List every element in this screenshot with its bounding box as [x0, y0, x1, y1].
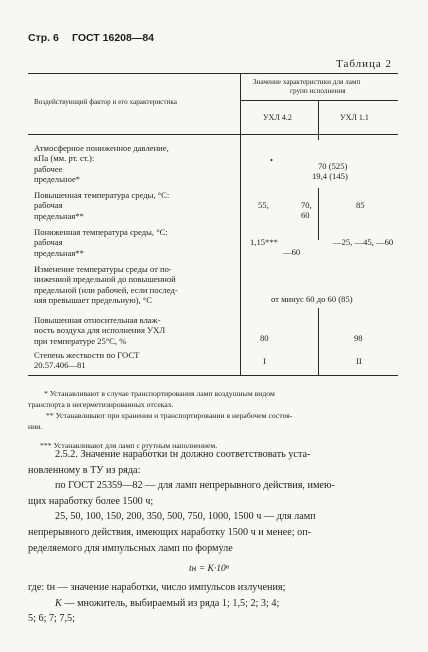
table-caption: Таблица 2 [336, 58, 393, 70]
footnotes: * Устанавливают в случае транспортирования ламп воздушным видом транспорта в негерметизированных отсеках. ** Устанавливают при хранении и транспортировании в нерабочем состоя- нии. *** Устанавливают для ламп с ртутным наполнением. [28, 389, 293, 450]
multiplier-line: — множитель, выбираемый из ряда 1; 1,5; 2; 3; 4; [64, 597, 280, 609]
row-lowtemp-uhl11: —25, —45, —60 [333, 237, 394, 247]
page-number: Стр. 6 [28, 32, 59, 44]
uhl42-header: УХЛ 4.2 [263, 113, 292, 122]
factor-column-header: Воздействующий фактор и его характеристика [34, 98, 177, 106]
para-definitions: где: tн — значение наработки, число импульсов излучения; K — множитель, выбираемый из ряда 1; 1,5; 2; 3; 4; 5; 6; 7; 7,5; [28, 582, 286, 625]
col-divider-2 [318, 100, 319, 140]
row-hightemp-uhl42-a: 55, [258, 200, 269, 210]
uhl11-header: УХЛ 1.1 [340, 113, 369, 122]
row-hightemp-uhl11: 85 [356, 200, 365, 210]
values-header-line1: Значение характеристики для ламп [253, 78, 361, 86]
table-top-rule [28, 73, 398, 74]
row-pressure-working: 70 (525) [318, 161, 348, 171]
row-humidity-uhl42: 80 [260, 333, 269, 343]
row-hightemp-factor: Повышенная температура среды, °С: рабочая предельная** [34, 190, 170, 221]
k-symbol: K [55, 597, 62, 609]
row-humidity-uhl11: 98 [354, 333, 363, 343]
col-divider-2c [318, 308, 319, 375]
row-tempchange-factor: Изменение температуры среды от по- ниженной предельной до повышенной предельной (или рабочей, если послед- няя превышает предельную), °С [34, 264, 178, 306]
row-pressure-dot: • [270, 155, 274, 165]
header-bottom-rule [28, 134, 398, 135]
row-pressure-limit: 19,4 (145) [312, 171, 348, 181]
row-severity-factor: Степень жесткости по ГОСТ 20.57.406—81 [34, 350, 140, 371]
para-2-5-2: 2.5.2. Значение наработки tн должно соответствовать уста- новленному в ТУ из ряда: по ГОСТ 25359—82 — для ламп непрерывного действия, имею- щих наработку более 1500 ч; 25, 50, 100, 150, 200, 350, 500, 750, 1000, 1500 ч — для ламп непрерывного действия, имеющих наработку 1500 ч и менее; оп- ределяемого для импульсных ламп по формуле [28, 449, 335, 554]
col-divider-1 [240, 73, 241, 375]
row-lowtemp-factor: Пониженная температура среды, °С: рабочая предельная** [34, 227, 168, 258]
row-hightemp-uhl42-b: 70, [301, 200, 312, 210]
values-header-rule [241, 100, 398, 101]
table-bottom-rule [28, 375, 398, 376]
row-pressure-factor: Атмосферное пониженное давление, кПа (мм. рт. ст.): рабочее предельное* [34, 143, 169, 185]
row-severity-uhl42: I [263, 356, 266, 366]
row-tempchange-value: от минус 60 до 60 (85) [271, 294, 353, 304]
row-humidity-factor: Повышенная относительная влаж- ность воздуха для исполнения УХЛ при температуре 25°С, % [34, 315, 166, 346]
col-divider-2b [318, 188, 319, 240]
row-hightemp-uhl42-c: 60 [301, 210, 310, 220]
row-severity-uhl11: II [356, 356, 362, 366]
row-lowtemp-uhl42-a: 1,15*** [250, 237, 278, 247]
standard-number: ГОСТ 16208—84 [72, 32, 155, 44]
values-header-line2: групп исполнения [290, 87, 346, 95]
formula: tн = K·10ⁿ [189, 564, 229, 574]
row-lowtemp-uhl42-b: —60 [283, 247, 301, 257]
